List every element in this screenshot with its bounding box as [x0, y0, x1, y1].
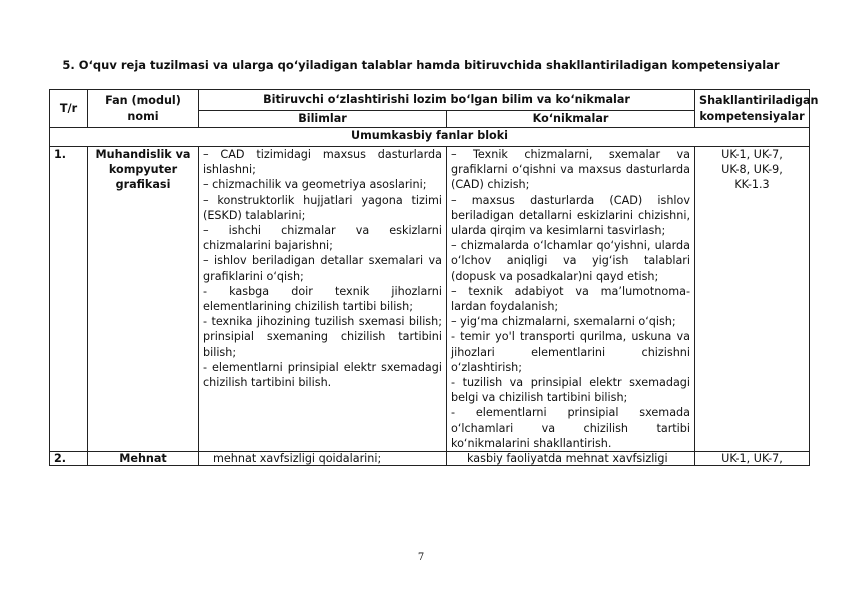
knowledge-item: – ishlov beriladigan detallar sxemalari va grafiklarini o‘qish; — [203, 254, 442, 283]
knowledge-item: – konstruktorlik hujjatlari yagona tizimi (ESKD) talablarini; — [203, 193, 442, 222]
knowledge-item: - elementlarni prinsipial elektr sxemadagi chizilish tartibini bilish. — [203, 360, 442, 390]
header-num: T/r — [50, 90, 88, 128]
skill-item: – chizmalarda o‘lchamlar qo‘yishni, ularda o‘lchov aniqligi va yig‘ish talablari (dopusk va posadkalar)ni qayd etish; — [451, 239, 691, 283]
skill-item: - tuzilish va prinsipial elektr sxemadagi belgi va chizilish tartibini bilish; — [451, 376, 691, 405]
table-row — [50, 147, 810, 452]
knowledge-item: - texnika jihozining tuzilish sxemasi bilish; prinsipial sxemaning chizilish tartibini bilish; — [203, 315, 442, 359]
competencies-cell — [695, 452, 810, 466]
knowledge-cell — [199, 452, 447, 466]
skill-item: - elementlarni prinsipial sxemada o‘lchamlari va chizilish tartibi ko‘nikmalarini shakllantirish. — [451, 406, 691, 450]
page-number: 7 — [417, 552, 425, 563]
header-competencies: Shakllantiriladigan kompetensiyalar — [695, 90, 810, 128]
subject-name: Muhandislik va kompyuter grafikasi — [88, 147, 199, 452]
competency-line: UK-8, UK-9, — [721, 163, 783, 177]
row-number: 2. — [50, 452, 88, 466]
header-subject-name: Fan (modul) nomi — [88, 90, 199, 128]
block-title: Umumkasbiy fanlar bloki — [50, 128, 810, 147]
skills-cell — [447, 452, 695, 466]
skill-item: - temir yo'l transporti qurilma, uskuna va jihozlari elementlarini chizishni o‘zlashtirish; — [451, 330, 691, 374]
competency-line: KK-1.3 — [734, 178, 770, 192]
knowledge-item: – CAD tizimidagi maxsus dasturlarda ishlashni; — [203, 148, 442, 177]
table-row — [50, 452, 810, 466]
knowledge-cell — [199, 147, 447, 452]
header-knowledge-skills-group: Bitiruvchi o‘zlashtirishi lozim bo‘lgan bilim va ko‘nikmalar — [199, 90, 695, 111]
competency-line: UK-1, UK-7, — [721, 452, 783, 466]
knowledge-item: mehnat xavfsizligi qoidalarini; — [213, 452, 382, 466]
header-skills: Ko‘nikmalar — [447, 111, 695, 128]
skills-cell — [447, 147, 695, 452]
skill-item: – Texnik chizmalarni, sxemalar va grafiklarni o‘qishni va maxsus dasturlarda (CAD) chizish; — [451, 148, 691, 192]
header-knowledge: Bilimlar — [199, 111, 447, 128]
section-heading: 5. O‘quv reja tuzilmasi va ularga qo‘yiladigan talablar hamda bitiruvchida shakllantiriladigan kompetensiyalar — [62, 58, 780, 72]
curriculum-table — [49, 89, 819, 466]
skill-item: – texnik adabiyot va ma’lumotnoma-lardan foydalanish; — [451, 284, 691, 314]
knowledge-item: - kasbga doir texnik jihozlarni elementlarining chizilish tartibi bilish; — [203, 284, 442, 314]
subject-name: Mehnat — [88, 452, 199, 466]
skill-item: – yig‘ma chizmalarni, sxemalarni o‘qish; — [451, 315, 676, 329]
row-number: 1. — [50, 147, 88, 452]
skill-item: – maxsus dasturlarda (CAD) ishlov beriladigan detallarni eskizlarini chizishni, ularda qirqim va kesimlarni tasvirlash; — [451, 193, 691, 238]
competency-line: UK-1, UK-7, — [721, 148, 783, 161]
knowledge-item: – chizmachilik va geometriya asoslarini; — [203, 178, 427, 192]
competencies-cell — [695, 147, 810, 452]
skill-item: kasbiy faoliyatda mehnat xavfsizligi — [467, 452, 668, 466]
knowledge-item: – ishchi chizmalar va eskizlarni chizmalarini bajarishni; — [203, 224, 442, 253]
